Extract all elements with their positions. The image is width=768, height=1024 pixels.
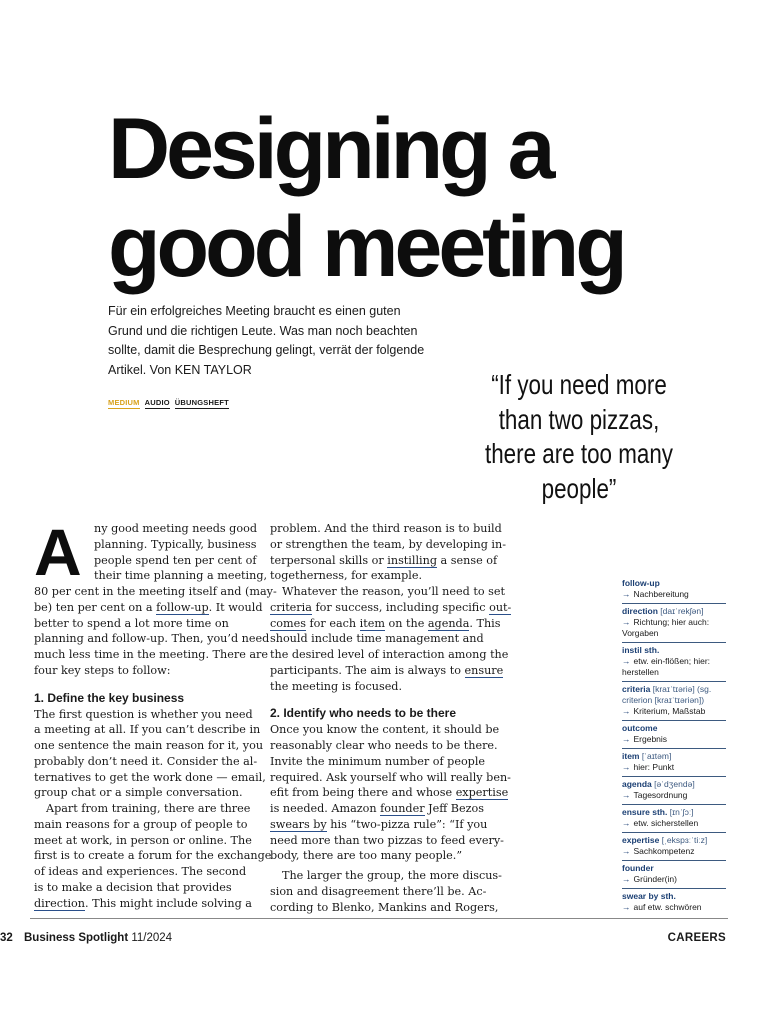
body-text: efit from being there and whose <box>270 786 456 800</box>
body-line: should include time management and <box>270 632 484 646</box>
body-line: their time planning a meeting, <box>94 569 268 583</box>
glossary-entry <box>622 888 726 916</box>
headline <box>108 100 708 296</box>
body-text: is needed. Amazon <box>270 802 381 815</box>
intro-line: Für ein erfolgreiches Meeting braucht es einen guten <box>108 304 401 318</box>
body-line: group chat or a simple conversation. <box>34 786 243 800</box>
body-text: on the <box>384 616 428 630</box>
body-text: . This might include solving a <box>85 896 252 910</box>
body-line: of ideas and experiences. The second <box>34 865 247 878</box>
body-line: is to make a decision that provides <box>34 880 232 894</box>
glossary-word: comes <box>270 616 306 630</box>
body-line <box>270 801 495 817</box>
glossary-definition: → etw. sicherstellen <box>622 818 726 829</box>
intro-text <box>108 302 448 380</box>
body-text: for success, including specific <box>311 600 490 614</box>
body-line: planning. Typically, business <box>94 537 257 551</box>
body-line <box>34 600 263 616</box>
glossary-word: instilling <box>387 553 437 567</box>
magazine-name: Business Spotlight <box>24 932 129 944</box>
glossary-term-word: ensure sth. <box>622 807 668 817</box>
body-line: four key steps to follow: <box>34 663 171 677</box>
tag-uebungsheft: ÜBUNGSHEFT <box>174 398 229 407</box>
glossary-word: item <box>359 616 385 630</box>
glossary-entry <box>622 860 726 888</box>
body-line: a meeting at all. If you can’t describe in <box>34 723 261 737</box>
body-text: terpersonal skills or <box>270 553 388 567</box>
glossary-word: follow-up <box>156 600 209 614</box>
glossary-word: direction <box>34 896 85 910</box>
body-line: 80 per cent in the meeting itself and (may- <box>34 585 277 598</box>
tag-audio: AUDIO <box>144 398 170 407</box>
glossary-entry <box>622 642 726 681</box>
intro-line: Grund und die richtigen Leute. Was man noch beachten <box>108 323 418 338</box>
body-text: Jeff Bezos <box>424 802 484 815</box>
glossary-entry <box>622 804 726 832</box>
body-line: cording to Blenko, Mankins and Rogers, <box>270 900 499 914</box>
body-line <box>270 600 512 616</box>
body-line <box>270 553 498 569</box>
body-line: people spend ten per cent of <box>94 553 257 567</box>
glossary-definition: → Ergebnis <box>622 734 726 745</box>
body-line: first is to create a forum for the exchange <box>34 849 272 863</box>
glossary-term: follow-up <box>622 578 660 588</box>
level-tags <box>108 398 229 409</box>
glossary-entry <box>622 603 726 642</box>
glossary-definition: → etw. ein-flößen; hier: herstellen <box>622 656 726 678</box>
body-text: . This <box>469 616 501 630</box>
body-line: Invite the minimum number of people <box>270 754 486 768</box>
body-line <box>270 616 501 632</box>
body-line: Once you know the content, it should be <box>270 723 500 737</box>
body-text: a sense of <box>436 553 498 567</box>
glossary-definition: → Sachkompetenz <box>622 846 726 857</box>
pull-quote <box>482 368 676 506</box>
body-line: need more than two pizzas to feed every- <box>270 833 504 847</box>
body-line: much less time in the meeting. There are <box>34 648 269 661</box>
glossary-word: expertise <box>455 786 509 800</box>
glossary-word: ensure <box>464 663 504 677</box>
intro-line-byline: Artikel. Von KEN TAYLOR <box>108 362 252 377</box>
glossary-term <box>622 779 726 790</box>
body-text: be) ten per cent on a <box>34 600 157 614</box>
body-line: Apart from training, there are three <box>46 802 251 815</box>
tag-medium: MEDIUM <box>108 398 140 407</box>
glossary-entry <box>622 720 726 748</box>
glossary-term <box>622 751 726 762</box>
glossary-term-word: direction <box>622 606 658 616</box>
body-line: main reasons for a group of people to <box>34 817 248 831</box>
footer-rule <box>30 918 728 919</box>
body-line: the meeting is focused. <box>270 679 403 693</box>
body-line <box>270 785 509 801</box>
body-line: one sentence the main reason for it, you <box>34 739 264 752</box>
drop-cap: A <box>34 515 82 589</box>
body-line: The larger the group, the more discus- <box>282 869 502 882</box>
glossary-term: outcome <box>622 723 658 733</box>
section-name: CAREERS <box>667 932 726 944</box>
pull-quote-line: than two pizzas, <box>498 403 660 435</box>
article-column-1 <box>34 515 277 911</box>
article-column-2 <box>270 521 512 915</box>
body-line: or strengthen the team, by developing in- <box>270 537 506 551</box>
section-heading-1: 1. Define the key business <box>34 690 185 705</box>
glossary-word: agenda <box>427 616 470 630</box>
body-line: body, there are too many people.” <box>270 849 463 863</box>
body-line: ny good meeting needs good <box>94 522 257 535</box>
body-line: reasonably clear who needs to be there. <box>270 739 498 752</box>
glossary-pronunciation: [ˈaɪtəm] <box>641 751 672 761</box>
glossary-word: out- <box>489 600 512 614</box>
pull-quote-line: there are too many <box>484 438 674 469</box>
body-line: probably don’t need it. Consider the al- <box>34 754 258 768</box>
issue-number: 11/2024 <box>131 932 173 944</box>
glossary-definition: → Tagesordnung <box>622 790 726 801</box>
body-line: required. Ask yourself who will really ben- <box>270 770 511 784</box>
glossary-term <box>622 835 726 846</box>
glossary-term-word: expertise <box>622 835 660 845</box>
glossary-pronunciation: [ˌekspɜːˈtiːz] <box>661 835 708 845</box>
glossary-entry <box>622 576 726 603</box>
body-line: meet at work, in person or online. The <box>34 833 252 847</box>
footer-left <box>0 932 172 944</box>
body-line: the desired level of interaction among the <box>270 648 509 661</box>
glossary-entry <box>622 832 726 860</box>
headline-line-1: Designing a <box>108 101 552 197</box>
intro-line: sollte, damit die Besprechung gelingt, verrät der folgende <box>108 343 425 357</box>
body-line: The first question is whether you need <box>34 707 253 721</box>
body-line <box>270 663 504 679</box>
body-text: participants. The aim is always to <box>270 663 465 677</box>
body-line: problem. And the third reason is to build <box>270 522 502 535</box>
glossary-word: criteria <box>270 600 312 614</box>
body-text: for each <box>305 616 360 630</box>
glossary-entry <box>622 681 726 720</box>
glossary-term: instil sth. <box>622 645 660 655</box>
glossary-pronunciation: [ɪnˈʃɔː] <box>669 807 694 817</box>
glossary-definition: → auf etw. schwören <box>622 902 726 913</box>
glossary-term <box>622 807 726 818</box>
glossary-definition: → hier: Punkt <box>622 762 726 773</box>
glossary-entry <box>622 776 726 804</box>
glossary-definition: → Kriterium, Maßstab <box>622 706 726 717</box>
body-text: . It would <box>208 600 263 614</box>
body-line: sion and disagreement there’ll be. Ac- <box>270 884 487 898</box>
body-line <box>270 817 495 833</box>
glossary-term <box>622 684 726 706</box>
glossary-term-word: item <box>622 751 640 761</box>
body-line: Whatever the reason, you’ll need to set <box>282 585 505 598</box>
glossary-definition: → Gründer(in) <box>622 874 726 885</box>
glossary-pronunciation: [əˈdʒendə] <box>654 779 695 789</box>
glossary-word: swears by <box>270 817 327 831</box>
body-line: ternatives to get the work done — email, <box>34 770 266 784</box>
body-line <box>34 896 259 912</box>
body-line: better to spend a lot more time on <box>34 616 229 630</box>
glossary-sidebar <box>622 576 726 916</box>
glossary-definition: → Nachbereitung <box>622 589 726 600</box>
page-number: 32 <box>0 932 13 944</box>
glossary-term: swear by sth. <box>622 891 676 901</box>
pull-quote-line: “If you need more <box>491 369 667 400</box>
pull-quote-line: people” <box>541 472 617 504</box>
section-heading-2: 2. Identify who needs to be there <box>270 706 457 721</box>
headline-line-2: good meeting <box>108 199 624 295</box>
glossary-word: founder <box>380 802 425 815</box>
glossary-definition: → Richtung; hier auch: Vorgaben <box>622 617 726 639</box>
glossary-term: founder <box>622 863 654 873</box>
body-line: togetherness, for example. <box>270 569 423 583</box>
body-line: planning and follow-up. Then, you’d need <box>34 632 270 646</box>
glossary-term-word: agenda <box>622 779 652 789</box>
glossary-pronunciation: [daɪˈrekʃən] <box>660 606 704 616</box>
glossary-term-word: criteria <box>622 684 651 694</box>
glossary-pronunciation: [kraɪˈtɪəriə] (sg. criterion [kraɪˈtɪəriən]) <box>622 684 712 705</box>
glossary-term <box>622 606 726 617</box>
body-text: his “two-pizza rule”: “If you <box>326 817 488 831</box>
glossary-entry <box>622 748 726 776</box>
